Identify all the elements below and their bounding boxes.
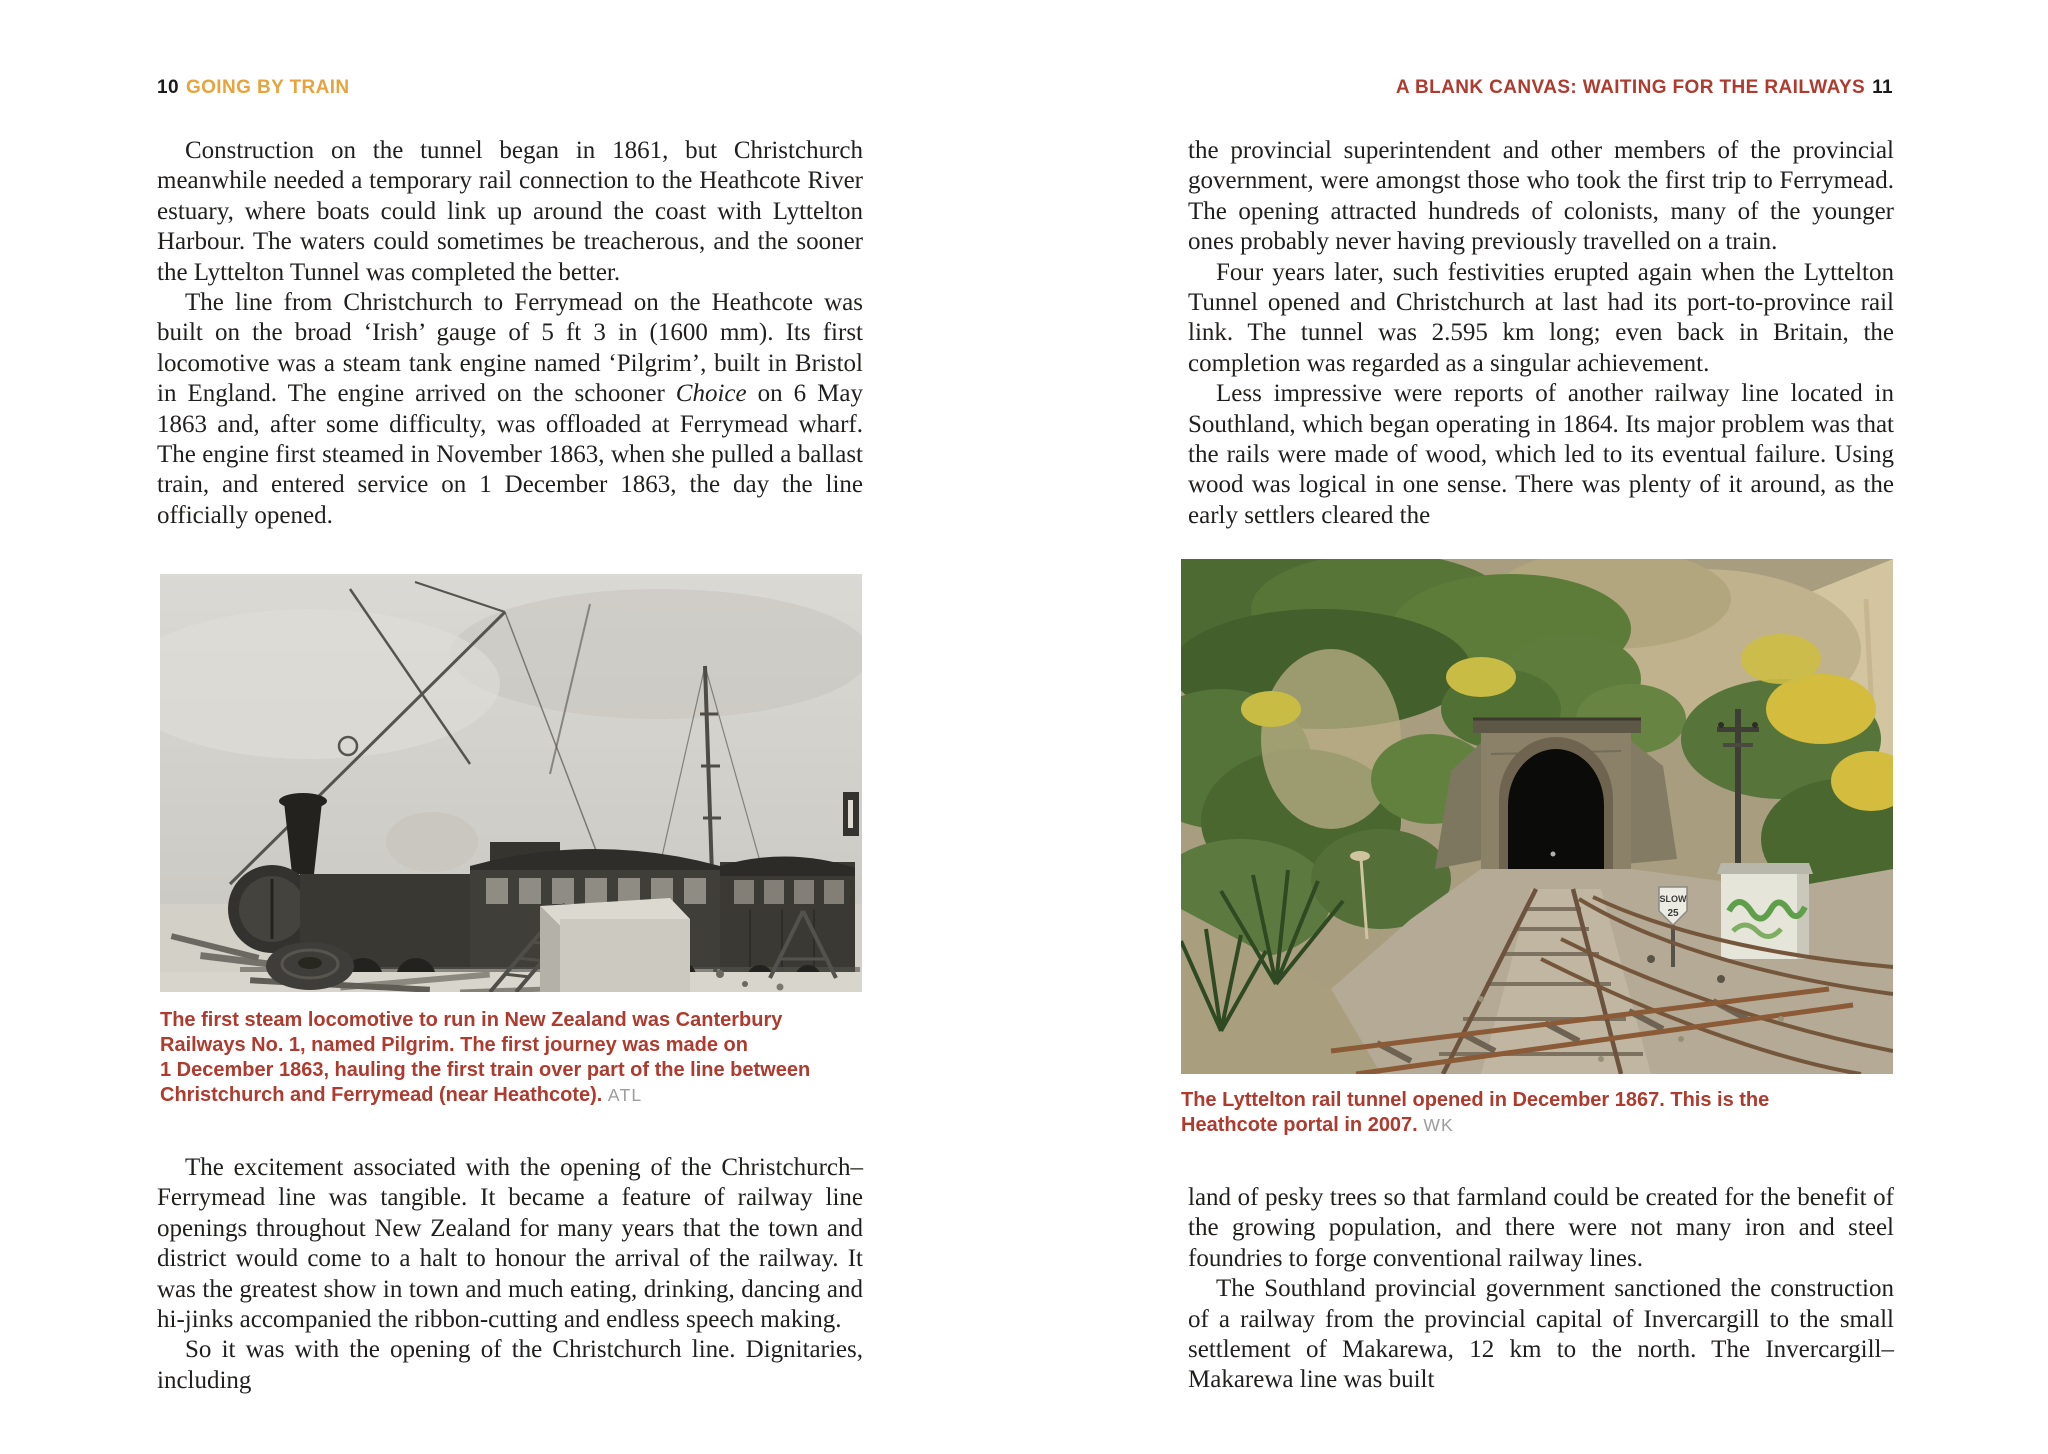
left-photo-caption <box>160 1008 854 1108</box>
photo-credit: WK <box>1423 1115 1454 1135</box>
caption-line <box>160 1083 854 1108</box>
caption-text: Heathcote portal in 2007. <box>1181 1114 1418 1136</box>
left-running-title: GOING BY TRAIN <box>185 77 350 98</box>
paragraph <box>157 288 863 531</box>
right-running-title: A BLANK CANVAS: WAITING FOR THE RAILWAYS <box>1395 77 1866 98</box>
caption-line: The first steam locomotive to run in New Zealand was Canterbury <box>160 1009 783 1031</box>
paragraph: So it was with the opening of the Christchurch line. Dignitaries, including <box>157 1336 863 1394</box>
left-page-number: 10 <box>157 77 179 98</box>
paragraph: Less impressive were reports of another railway line located in Southland, which began operating in 1864. Its major problem was that the rails were made of wood, which led to its eventual failure. Using wood was logical in one sense. There was plenty of it around, as the early settlers cleared the <box>1188 380 1894 529</box>
right-page-number: 11 <box>1872 77 1893 98</box>
paragraph: The Southland provincial government sanctioned the construction of a railway from the provincial capital of Invercargill to the small settlement of Makarewa, 12 km to the north. The Invercargill–Makarewa line was built <box>1188 1275 1894 1394</box>
ship-name-italic: Choice <box>675 380 747 408</box>
paragraph: the provincial superintendent and other members of the provincial government, were amongst those who took the first trip to Ferrymead. The opening attracted hundreds of colonists, many of the younger ones probably never having previously travelled on a train. <box>1188 137 1894 256</box>
photo-credit: ATL <box>607 1085 643 1105</box>
paragraph: Construction on the tunnel began in 1861, but Christchurch meanwhile needed a temporary rail connection to the Heathcote River estuary, where boats could link up around the coast with Lyttelton Harbour. The waters could sometimes be treacherous, and the sooner the Lyttelton Tunnel was completed the better. <box>157 137 863 286</box>
paragraph: land of pesky trees so that farmland could be created for the benefit of the growing population, and there were not many iron and steel foundries to forge conventional railway lines. <box>1188 1184 1894 1272</box>
sign-text-slow: SLOW <box>1659 894 1687 904</box>
caption-line: Railways No. 1, named Pilgrim. The first journey was made on <box>160 1034 748 1056</box>
right-photo-caption <box>1181 1088 1875 1138</box>
paragraph-text: on 6 May 1863 and, after some difficulty, was offloaded at Ferrymead wharf. The engine first steamed in November 1863, when she pulled a ballast train, and entered service on 1 December 1863, the day the line officially opened. <box>157 380 864 529</box>
caption-line: The Lyttelton rail tunnel opened in December 1867. This is the <box>1181 1089 1770 1111</box>
graffiti-hut <box>1717 863 1813 959</box>
right-running-header <box>1396 77 1893 99</box>
paragraph-text: The line from Christchurch to Ferrymead on the Heathcote was built on the broad ‘Irish’ gauge of 5 ft 3 in (1600 mm). Its first locomotive was a steam tank engine named ‘Pilgrim’, built in Bristol in England. The engine arrived on the schooner <box>157 289 863 408</box>
caption-line: 1 December 1863, hauling the first train over part of the line between <box>160 1059 811 1081</box>
paragraph: Four years later, such festivities erupted again when the Lyttelton Tunnel opened and Christchurch at last had its port-to-province rail link. The tunnel was 2.595 km long; even back in Britain, the completion was regarded as a singular achievement. <box>1188 258 1894 377</box>
right-top-text-block <box>1188 136 1894 531</box>
right-bottom-text-block <box>1188 1183 1894 1396</box>
photo-pilgrim-locomotive <box>160 574 862 992</box>
sign-text-25: 25 <box>1667 908 1679 919</box>
caption-text: Christchurch and Ferrymead (near Heathcote). <box>160 1084 603 1106</box>
left-running-header <box>157 77 350 99</box>
photo-lyttelton-tunnel <box>1181 559 1893 1074</box>
caption-line <box>1181 1113 1875 1138</box>
paragraph: The excitement associated with the opening of the Christchurch–Ferrymead line was tangible. It became a feature of railway line openings throughout New Zealand for many years that the town and district would come to a halt to honour the arrival of the railway. It was the greatest show in town and much eating, drinking, dancing and hi-jinks accompanied the ribbon-cutting and endless speech making. <box>157 1154 863 1334</box>
left-bottom-text-block <box>157 1153 863 1396</box>
left-top-text-block <box>157 136 863 531</box>
